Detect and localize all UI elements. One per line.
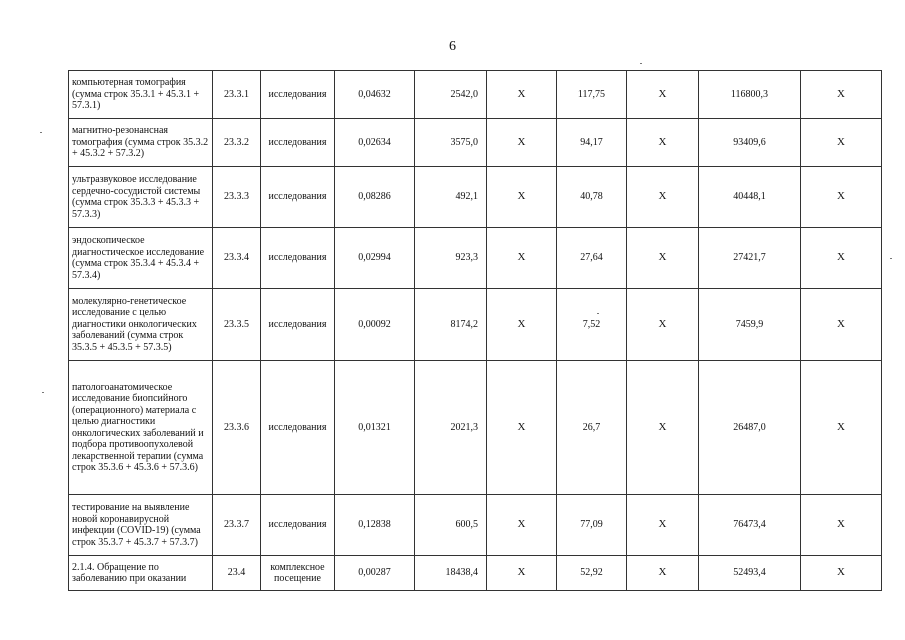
scan-speck [640, 63, 642, 64]
total-cell: 76473,4 [699, 495, 801, 556]
cost-cell: 2021,3 [415, 361, 487, 495]
cost-cell: 8174,2 [415, 289, 487, 361]
service-name-cell: эндоскопическое диагностическое исследование (сумма строк 35.3.4 + 45.3.4 + 57.3.4) [69, 228, 213, 289]
x-mark-cell: X [627, 361, 699, 495]
x-mark-cell: X [487, 167, 557, 228]
total-cell: 7459,9 [699, 289, 801, 361]
x-mark-cell: X [627, 228, 699, 289]
cost-cell: 3575,0 [415, 119, 487, 167]
total-cell: 52493,4 [699, 556, 801, 591]
service-name-cell: молекулярно-генетическое исследование с целью диагностики онкологических заболеваний (сумма строк 35.3.5 + 45.3.5 + 57.3.5) [69, 289, 213, 361]
page-number: 6 [449, 39, 456, 54]
total-cell: 26487,0 [699, 361, 801, 495]
row-code-cell: 23.3.2 [213, 119, 261, 167]
service-name-cell: ультразвуковое исследование сердечно-сосудистой системы (сумма строк 35.3.3 + 45.3.3 + 57.3.3) [69, 167, 213, 228]
rate-cell: 0,00287 [335, 556, 415, 591]
row-code-cell: 23.3.6 [213, 361, 261, 495]
x-mark-cell: X [801, 167, 882, 228]
row-code-cell: 23.4 [213, 556, 261, 591]
table-row [69, 167, 882, 228]
x-mark-cell: X [801, 119, 882, 167]
x-mark-cell: X [627, 167, 699, 228]
rate-cell: 0,02634 [335, 119, 415, 167]
service-name-cell: 2.1.4. Обращение по заболеванию при оказании [69, 556, 213, 591]
table-row [69, 495, 882, 556]
x-mark-cell: X [627, 289, 699, 361]
per-capita-cell: 94,17 [557, 119, 627, 167]
unit-cell: комплексное посещение [261, 556, 335, 591]
table-row [69, 71, 882, 119]
service-name-cell: компьютерная томография (сумма строк 35.3.1 + 45.3.1 + 57.3.1) [69, 71, 213, 119]
unit-cell: исследования [261, 167, 335, 228]
rate-cell: 0,08286 [335, 167, 415, 228]
row-code-cell: 23.3.7 [213, 495, 261, 556]
scan-speck [890, 258, 892, 259]
unit-cell: исследования [261, 119, 335, 167]
row-code-cell: 23.3.3 [213, 167, 261, 228]
x-mark-cell: X [627, 71, 699, 119]
service-name-cell: тестирование на выявление новой коронавирусной инфекции (COVID-19) (сумма строк 35.3.7 + 45.3.7 + 57.3.7) [69, 495, 213, 556]
rate-cell: 0,00092 [335, 289, 415, 361]
unit-cell: исследования [261, 495, 335, 556]
scan-speck [40, 132, 42, 133]
per-capita-cell: 40,78 [557, 167, 627, 228]
cost-cell: 492,1 [415, 167, 487, 228]
total-cell: 93409,6 [699, 119, 801, 167]
x-mark-cell: X [487, 119, 557, 167]
x-mark-cell: X [487, 361, 557, 495]
per-capita-cell: 52,92 [557, 556, 627, 591]
rate-cell: 0,04632 [335, 71, 415, 119]
unit-cell: исследования [261, 361, 335, 495]
x-mark-cell: X [801, 361, 882, 495]
cost-cell: 923,3 [415, 228, 487, 289]
per-capita-cell: 7,52 [557, 289, 627, 361]
x-mark-cell: X [487, 71, 557, 119]
per-capita-cell: 77,09 [557, 495, 627, 556]
unit-cell: исследования [261, 228, 335, 289]
table-row [69, 228, 882, 289]
x-mark-cell: X [801, 228, 882, 289]
services-table [68, 70, 882, 591]
unit-cell: исследования [261, 289, 335, 361]
table-row [69, 361, 882, 495]
x-mark-cell: X [487, 228, 557, 289]
total-cell: 27421,7 [699, 228, 801, 289]
unit-cell: исследования [261, 71, 335, 119]
cost-cell: 600,5 [415, 495, 487, 556]
service-name-cell: патологоанатомическое исследование биопсийного (операционного) материала с целью диагностики онкологических заболеваний и подбора противоопухолевой лекарственной терапии (сумма строк 35.3.6 + 45.3.6 + 57.3.6) [69, 361, 213, 495]
total-cell: 40448,1 [699, 167, 801, 228]
rate-cell: 0,02994 [335, 228, 415, 289]
table-row [69, 556, 882, 591]
row-code-cell: 23.3.1 [213, 71, 261, 119]
table-row [69, 289, 882, 361]
x-mark-cell: X [627, 119, 699, 167]
x-mark-cell: X [487, 495, 557, 556]
per-capita-cell: 117,75 [557, 71, 627, 119]
rate-cell: 0,12838 [335, 495, 415, 556]
cost-cell: 18438,4 [415, 556, 487, 591]
table-row [69, 119, 882, 167]
x-mark-cell: X [487, 289, 557, 361]
x-mark-cell: X [487, 556, 557, 591]
x-mark-cell: X [801, 495, 882, 556]
x-mark-cell: X [801, 71, 882, 119]
service-name-cell: магнитно-резонансная томография (сумма строк 35.3.2 + 45.3.2 + 57.3.2) [69, 119, 213, 167]
total-cell: 116800,3 [699, 71, 801, 119]
row-code-cell: 23.3.5 [213, 289, 261, 361]
rate-cell: 0,01321 [335, 361, 415, 495]
cost-cell: 2542,0 [415, 71, 487, 119]
x-mark-cell: X [801, 289, 882, 361]
x-mark-cell: X [627, 495, 699, 556]
per-capita-cell: 26,7 [557, 361, 627, 495]
x-mark-cell: X [627, 556, 699, 591]
scan-speck [42, 392, 44, 393]
row-code-cell: 23.3.4 [213, 228, 261, 289]
per-capita-cell: 27,64 [557, 228, 627, 289]
x-mark-cell: X [801, 556, 882, 591]
